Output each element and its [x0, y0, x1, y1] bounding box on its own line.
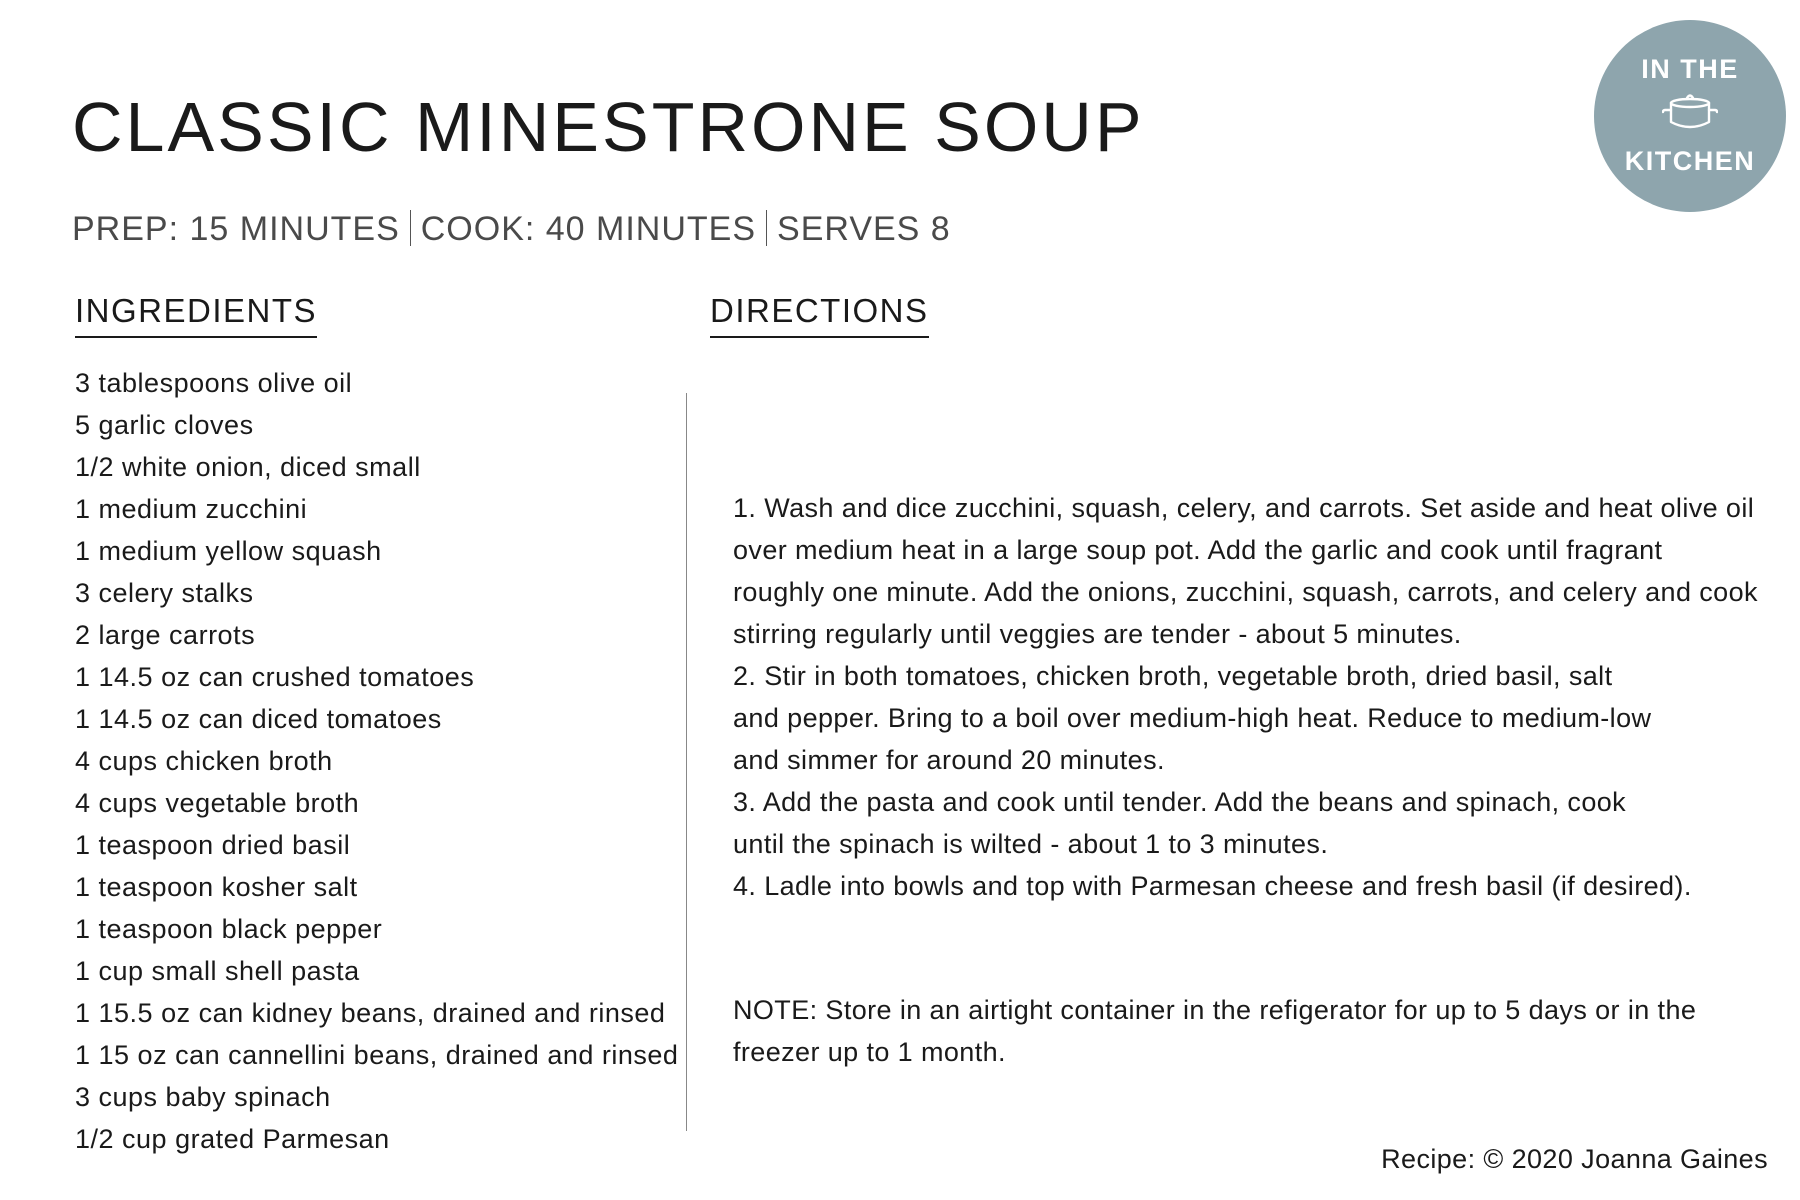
ingredient-item: 1 14.5 oz can crushed tomatoes	[75, 662, 475, 692]
ingredients-heading: INGREDIENTS	[75, 294, 317, 338]
direction-line: 4. Ladle into bowls and top with Parmesan cheese and fresh basil (if desired).	[733, 871, 1692, 901]
direction-line: stirring regularly until veggies are tender - about 5 minutes.	[733, 619, 1462, 649]
badge-line-2: KITCHEN	[1624, 146, 1756, 176]
direction-line: over medium heat in a large soup pot. Add the garlic and cook until fragrant	[733, 535, 1663, 565]
direction-line: and pepper. Bring to a boil over medium-high heat. Reduce to medium-low	[733, 703, 1652, 733]
pot-icon	[1662, 88, 1718, 140]
meta-separator	[410, 210, 411, 246]
ingredient-item: 5 garlic cloves	[75, 410, 254, 440]
ingredient-item: 1/2 white onion, diced small	[75, 452, 421, 482]
ingredient-item: 2 large carrots	[75, 620, 256, 650]
note-line: freezer up to 1 month.	[733, 1037, 1006, 1067]
column-divider	[686, 393, 687, 1131]
ingredient-item: 1 medium yellow squash	[75, 536, 382, 566]
storage-note	[733, 989, 1696, 1073]
recipe-meta	[72, 212, 951, 249]
ingredient-item: 1 14.5 oz can diced tomatoes	[75, 704, 442, 734]
ingredient-item: 3 celery stalks	[75, 578, 254, 608]
ingredient-item: 1 15.5 oz can kidney beans, drained and rinsed	[75, 998, 666, 1028]
ingredient-item: 1 medium zucchini	[75, 494, 308, 524]
ingredient-item: 1/2 cup grated Parmesan	[75, 1124, 390, 1154]
ingredient-item: 1 teaspoon black pepper	[75, 914, 383, 944]
badge-line-1: IN THE	[1641, 54, 1739, 84]
ingredient-item: 1 teaspoon dried basil	[75, 830, 351, 860]
cook-time: COOK: 40 MINUTES	[420, 210, 757, 248]
note-line: NOTE: Store in an airtight container in the refigerator for up to 5 days or in the	[733, 995, 1697, 1025]
meta-separator	[766, 210, 767, 246]
ingredient-item: 1 15 oz can cannellini beans, drained and rinsed	[75, 1040, 679, 1070]
ingredient-list	[75, 362, 678, 1160]
in-the-kitchen-badge	[1594, 20, 1786, 212]
direction-line: 2. Stir in both tomatoes, chicken broth, vegetable broth, dried basil, salt	[733, 661, 1613, 691]
ingredient-item: 3 cups baby spinach	[75, 1082, 331, 1112]
direction-line: and simmer for around 20 minutes.	[733, 745, 1165, 775]
prep-time: PREP: 15 MINUTES	[72, 210, 400, 248]
direction-line: 1. Wash and dice zucchini, squash, celery, and carrots. Set aside and heat olive oil	[733, 493, 1755, 523]
ingredient-item: 4 cups chicken broth	[75, 746, 333, 776]
directions-text	[733, 487, 1783, 907]
direction-line: roughly one minute. Add the onions, zucchini, squash, carrots, and celery and cook	[733, 577, 1758, 607]
servings: SERVES 8	[777, 210, 951, 248]
recipe-title: CLASSIC MINESTRONE SOUP	[72, 88, 1145, 166]
ingredient-item: 4 cups vegetable broth	[75, 788, 360, 818]
ingredient-item: 1 cup small shell pasta	[75, 956, 360, 986]
ingredient-item: 1 teaspoon kosher salt	[75, 872, 358, 902]
direction-line: 3. Add the pasta and cook until tender. Add the beans and spinach, cook	[733, 787, 1627, 817]
recipe-credit: Recipe: © 2020 Joanna Gaines	[1381, 1144, 1768, 1174]
directions-heading: DIRECTIONS	[710, 294, 929, 338]
direction-line: until the spinach is wilted - about 1 to 3 minutes.	[733, 829, 1329, 859]
ingredient-item: 3 tablespoons olive oil	[75, 368, 353, 398]
